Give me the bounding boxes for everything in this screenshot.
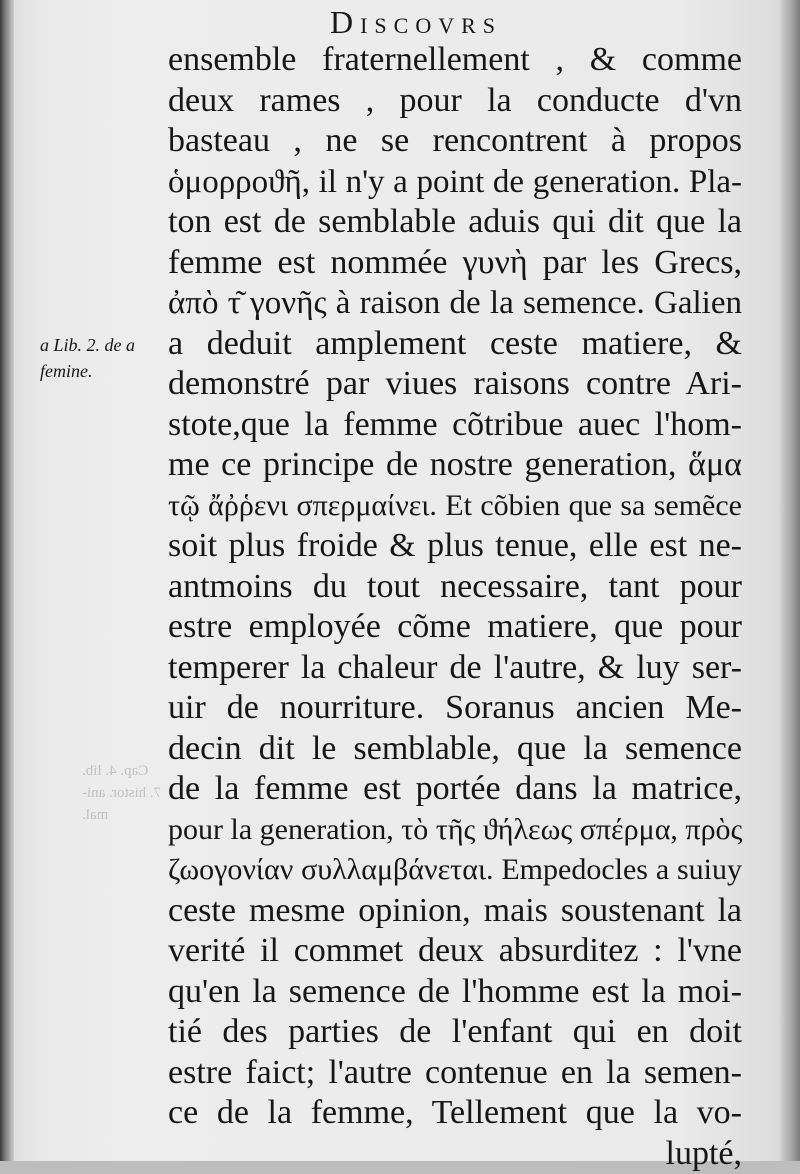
text-line: de la femme est portée dans la matrice, [168, 769, 742, 810]
text-line: ton est de semblable aduis qui dit que la [168, 202, 742, 243]
catchword: lupté, [168, 1134, 742, 1174]
text-line: tié des parties de l'enfant qui en doit [168, 1012, 742, 1053]
body-text [168, 40, 742, 1174]
text-line: femme est nommée γυνὴ par les Grecs, [168, 243, 742, 284]
text-line: me ce principe de nostre generation, ἅμα [168, 445, 742, 486]
show-through-line: mal. [82, 804, 172, 826]
text-line: basteau , ne se rencontrent à propos [168, 121, 742, 162]
text-line: verité il commet deux absurditez : l'vne [168, 931, 742, 972]
margin-note-line: a Lib. 2. de a [40, 332, 180, 358]
show-through-line: Cap. 4. lib. [82, 760, 172, 782]
margin-note [40, 332, 180, 384]
text-line: estre faict; l'autre contenue en la semen- [168, 1053, 742, 1094]
page-edge-shadow [778, 0, 800, 1161]
show-through-line: 7. histor. ani- [82, 782, 172, 804]
margin-note-line: femine. [40, 358, 180, 384]
text-line: ἀπὸ τ͂ γονῆς à raison de la semence. Galien [168, 283, 742, 324]
text-line: τῷ ἄῤῥενι σπερμαίνει. Et cõbien que sa semẽce [168, 486, 742, 527]
text-line: ὁμορροϑῆ, il n'y a point de generation. Pla- [168, 162, 742, 203]
text-line: pour la generation, τὸ τῆς ϑήλεως σπέρμα, πρὸς [168, 810, 742, 851]
text-line: estre employée cõme matiere, que pour [168, 607, 742, 648]
text-line: soit plus froide & plus tenue, elle est ne- [168, 526, 742, 567]
text-line: ceste mesme opinion, mais soustenant la [168, 891, 742, 932]
text-line: ce de la femme, Tellement que la vo- [168, 1093, 742, 1134]
text-line: deux rames , pour la conducte d'vn [168, 81, 742, 122]
text-line: decin dit le semblable, que la semence [168, 729, 742, 770]
book-gutter [0, 0, 14, 1161]
text-line: ensemble fraternellement , & comme [168, 40, 742, 81]
text-line: qu'en la semence de l'homme est la moi- [168, 972, 742, 1013]
show-through-text [82, 760, 172, 830]
text-line: temperer la chaleur de l'autre, & luy ser- [168, 648, 742, 689]
text-line: demonstré par viues raisons contre Ari- [168, 364, 742, 405]
text-line: antmoins du tout necessaire, tant pour [168, 567, 742, 608]
text-line: stote,que la femme cõtribue auec l'hom- [168, 405, 742, 446]
text-line: a deduit amplement ceste matiere, & [168, 324, 742, 365]
running-head: Discovrs [330, 4, 610, 38]
text-line: uir de nourriture. Soranus ancien Me- [168, 688, 742, 729]
text-line: ζωογονίαν συλλαμβάνεται. Empedocles a suiuy [168, 850, 742, 891]
